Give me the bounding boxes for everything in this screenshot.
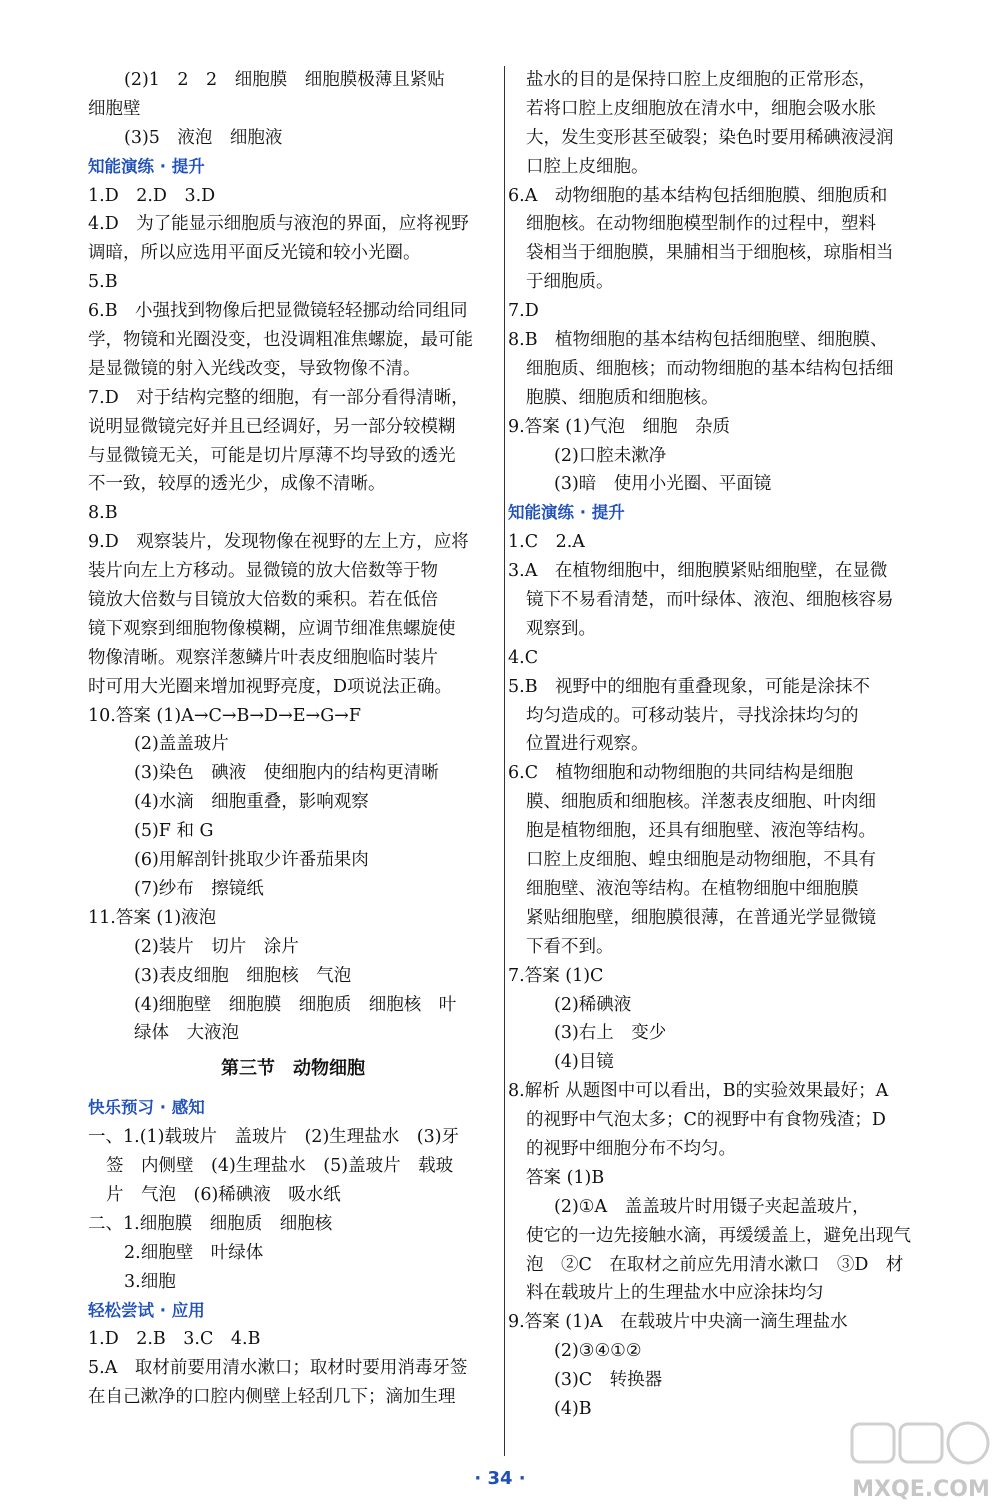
text-line: 3.A 在植物细胞中，细胞膜紧贴细胞壁，在显微 [508,561,888,582]
text-line: (3)表皮细胞 细胞核 气泡 [134,965,352,986]
text-line: 6.C 植物细胞和动物细胞的共同结构是细胞 [508,763,854,784]
section-heading: 知能演练 · 提升 [508,503,625,523]
page-number-value: 34 [487,1468,513,1489]
text-line: 7.D 对于结构完整的细胞，有一部分看得清晰， [88,387,469,408]
text-line: 学，物镜和光圈没变，也没调粗准焦螺旋，最可能 [88,330,473,351]
text-line: 袋相当于细胞膜，果脯相当于细胞核，琼脂相当 [526,243,894,264]
text-line: 与显微镜无关，可能是切片厚薄不均导致的透光 [88,445,456,466]
text-line: (4)细胞壁 细胞膜 细胞质 细胞核 叶 [134,994,457,1015]
right-column [508,66,938,1424]
text-line: 9.D 观察装片，发现物像在视野的左上方，应将 [88,532,469,553]
text-line: (3)C 转换器 [554,1370,663,1391]
text-line: 的视野中细胞分布不均匀。 [526,1138,736,1159]
text-line: 5.B [88,272,118,293]
text-line: 膜、细胞质和细胞核。洋葱表皮细胞、叶肉细 [526,792,876,813]
text-line: 5.A 取材前要用清水漱口；取材时要用消毒牙签 [88,1358,468,1379]
text-line: 镜放大倍数与目镜放大倍数的乘积。若在低倍 [88,590,438,611]
text-line: 6.B 小强找到物像后把显微镜轻轻挪动给同组同 [88,301,468,322]
text-line: 口腔上皮细胞、蝗虫细胞是动物细胞，不具有 [526,850,876,871]
text-line: 的视野中气泡太多；C的视野中有食物残渣；D [526,1110,886,1131]
text-line: 使它的一边先接触水滴，再缓缓盖上，避免出现气 [526,1225,911,1246]
text-line: 11.答案 (1)液泡 [88,907,217,928]
text-line: 镜下不易看清楚，而叶绿体、液泡、细胞核容易 [526,590,894,611]
text-line: 泡 ②C 在取材之前应先用清水漱口 ③D 材 [526,1254,904,1275]
text-line: 若将口腔上皮细胞放在清水中，细胞会吸水胀 [526,98,876,119]
text-line: 在自己漱净的口腔内侧壁上轻刮几下；滴加生理 [88,1387,456,1408]
text-line: 盐水的目的是保持口腔上皮细胞的正常形态， [526,70,876,90]
text-line: (2)稀碘液 [554,994,632,1015]
text-line: 1.D 2.D 3.D [88,185,216,206]
text-line: 口腔上皮细胞。 [526,156,649,177]
text-line: 2.细胞壁 叶绿体 [124,1242,264,1263]
text-line: 于细胞质。 [526,272,614,293]
text-line: 说明显微镜完好并且已经调好，另一部分较模糊 [88,416,456,437]
text-line: 细胞质、细胞核；而动物细胞的基本结构包括细 [526,358,894,379]
page-number: · 34 · [474,1468,526,1489]
text-line: (7)纱布 擦镜纸 [134,878,264,899]
text-line: 胞膜、细胞质和细胞核。 [526,387,719,408]
text-line: 签 内侧壁 (4)生理盐水 (5)盖玻片 载玻 [106,1156,454,1177]
text-line: (3)染色 碘液 使细胞内的结构更清晰 [134,763,439,784]
text-line: 8.B 植物细胞的基本结构包括细胞壁、细胞膜、 [508,330,888,351]
text-line: (5)F 和 G [134,821,214,842]
text-line: 胞是植物细胞，还具有细胞壁、液泡等结构。 [526,821,876,842]
text-line: (2)③④①② [554,1341,642,1362]
column-divider [504,66,505,1456]
text-line: 装片向左上方移动。显微镜的放大倍数等于物 [88,561,438,582]
text-line: 时可用大光圈来增加视野亮度，D项说法正确。 [88,676,453,697]
text-line: 是显微镜的射入光线改变，导致物像不清。 [88,358,421,379]
text-line: (4)B [554,1398,592,1419]
text-line: (2)装片 切片 涂片 [134,936,299,957]
watermark-logo [848,1418,994,1508]
text-line: 6.A 动物细胞的基本结构包括细胞膜、细胞质和 [508,185,888,206]
chapter-heading: 第三节 动物细胞 [221,1058,365,1080]
text-line: 二、1.细胞膜 细胞质 细胞核 [88,1213,333,1234]
text-line: (3)5 液泡 细胞液 [124,127,283,148]
text-line: 一、1.(1)载玻片 盖玻片 (2)生理盐水 (3)牙 [88,1127,460,1148]
text-line: (6)用解剖针挑取少许番茄果肉 [134,850,369,871]
text-line: (3)右上 变少 [554,1023,667,1044]
section-heading: 知能演练 · 提升 [88,156,205,176]
text-line: 7.D [508,301,539,322]
left-column [88,66,498,1412]
section-heading: 轻松尝试 · 应用 [88,1300,205,1320]
text-line: 1.C 2.A [508,532,585,553]
text-line: 细胞壁、液泡等结构。在植物细胞中细胞膜 [526,878,859,899]
text-line: 下看不到。 [526,936,614,957]
text-line: (2)1 2 2 细胞膜 细胞膜极薄且紧贴 [124,70,445,90]
text-line: 大，发生变形甚至破裂；染色时要用稀碘液浸润 [526,127,894,148]
text-line: (3)暗 使用小光圈、平面镜 [554,474,772,495]
text-line: 紧贴细胞壁，细胞膜很薄，在普通光学显微镜 [526,907,876,928]
text-line: (2)盖盖玻片 [134,734,229,755]
text-line: 5.B 视野中的细胞有重叠现象，可能是涂抹不 [508,676,871,697]
text-line: 镜下观察到细胞物像模糊，应调节细准焦螺旋使 [88,618,456,639]
text-line: 位置进行观察。 [526,734,649,755]
text-line: 9.答案 (1)气泡 细胞 杂质 [508,416,731,437]
text-line: 调暗，所以应选用平面反光镜和较小光圈。 [88,243,421,264]
text-line: 9.答案 (1)A 在载玻片中央滴一滴生理盐水 [508,1312,848,1333]
text-line: 4.C [508,647,539,668]
text-line: 不一致，较厚的透光少，成像不清晰。 [88,474,386,495]
text-line: (4)水滴 细胞重叠，影响观察 [134,792,369,813]
text-line: 物像清晰。观察洋葱鳞片叶表皮细胞临时装片 [88,647,438,668]
text-line: 料在载玻片上的生理盐水中应涂抹均匀 [526,1283,824,1304]
text-line: 1.D 2.B 3.C 4.B [88,1329,261,1350]
text-line: 8.B [88,503,118,524]
text-line: 答案 (1)B [526,1167,605,1188]
text-line: 7.答案 (1)C [508,965,604,986]
text-line: (2)①A 盖盖玻片时用镊子夹起盖玻片， [554,1196,870,1217]
text-line: 3.细胞 [124,1271,176,1292]
watermark-url: MXQE.COM [852,1477,990,1502]
text-line: 10.答案 (1)A→C→B→D→E→G→F [88,705,361,726]
text-line: 片 气泡 (6)稀碘液 吸水纸 [106,1184,341,1205]
section-heading: 快乐预习 · 感知 [88,1098,205,1118]
text-line: 4.D 为了能显示细胞质与液泡的界面，应将视野 [88,214,469,235]
text-line: 细胞核。在动物细胞模型制作的过程中，塑料 [526,214,876,235]
text-line: 观察到。 [526,618,596,639]
text-line: (2)口腔未漱净 [554,445,667,466]
text-line: 均匀造成的。可移动装片，寻找涂抹均匀的 [526,705,859,726]
text-line: (4)目镜 [554,1052,614,1073]
text-line: 8.解析 从题图中可以看出，B的实验效果最好；A [508,1081,889,1102]
text-line: 绿体 大液泡 [134,1023,239,1044]
text-line: 细胞壁 [88,98,141,119]
